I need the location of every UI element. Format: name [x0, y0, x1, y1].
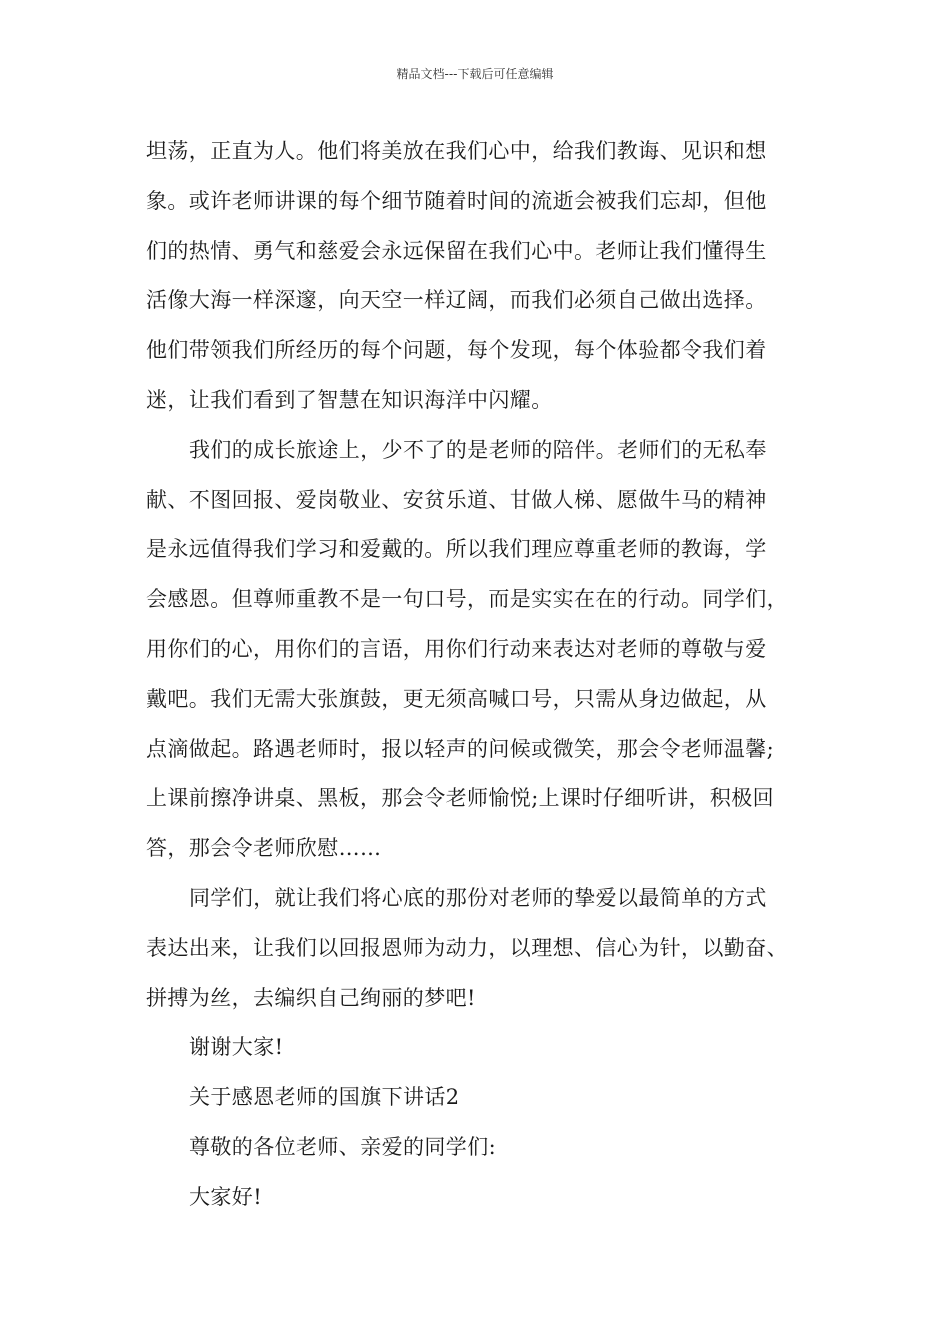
text-line: 他们带领我们所经历的每个问题，每个发现，每个体验都令我们着 [146, 338, 767, 363]
paragraph-start-line: 同学们，就让我们将心底的那份对老师的挚爱以最简单的方式 [189, 885, 767, 910]
text-line: 用你们的心，用你们的言语，用你们行动来表达对老师的尊敬与爱 [146, 636, 767, 661]
page-header: 精品文档---下载后可任意编辑 [396, 67, 554, 81]
closing-thanks: 谢谢大家! [189, 1035, 284, 1060]
text-line: 拼搏为丝，去编织自己绚丽的梦吧! [146, 985, 476, 1010]
text-line: 们的热情、勇气和慈爱会永远保留在我们心中。老师让我们懂得生 [146, 238, 767, 263]
text-line: 点滴做起。路遇老师时，报以轻声的问候或微笑，那会令老师温馨; [146, 736, 775, 761]
document-body [146, 130, 826, 1226]
text-line: 答，那会令老师欣慰…… [146, 836, 382, 861]
text-line: 献、不图回报、爱岗敬业、安贫乐道、甘做人梯、愿做牛马的精神 [146, 487, 767, 512]
greeting: 大家好! [189, 1184, 263, 1209]
text-line: 象。或许老师讲课的每个细节随着时间的流逝会被我们忘却，但他 [146, 188, 767, 213]
salutation: 尊敬的各位老师、亲爱的同学们: [189, 1134, 497, 1159]
text-line: 迷，让我们看到了智慧在知识海洋中闪耀。 [146, 387, 553, 412]
text-line: 上课前擦净讲桌、黑板，那会令老师愉悦;上课时仔细听讲，积极回 [146, 786, 775, 811]
text-line: 戴吧。我们无需大张旗鼓，更无须高喊口号，只需从身边做起，从 [146, 686, 767, 711]
text-line: 会感恩。但尊师重教不是一句口号，而是实实在在的行动。同学们， [146, 587, 788, 612]
text-line: 是永远值得我们学习和爱戴的。所以我们理应尊重老师的教诲，学 [146, 537, 767, 562]
section-title: 关于感恩老师的国旗下讲话2 [189, 1085, 460, 1110]
paragraph-start-line: 我们的成长旅途上，少不了的是老师的陪伴。老师们的无私奉 [189, 437, 767, 462]
text-line: 表达出来，让我们以回报恩师为动力，以理想、信心为针，以勤奋、 [146, 935, 788, 960]
text-line: 坦荡，正直为人。他们将美放在我们心中，给我们教诲、见识和想 [146, 139, 767, 163]
text-line: 活像大海一样深邃，向天空一样辽阔，而我们必须自己做出选择。 [146, 288, 767, 313]
